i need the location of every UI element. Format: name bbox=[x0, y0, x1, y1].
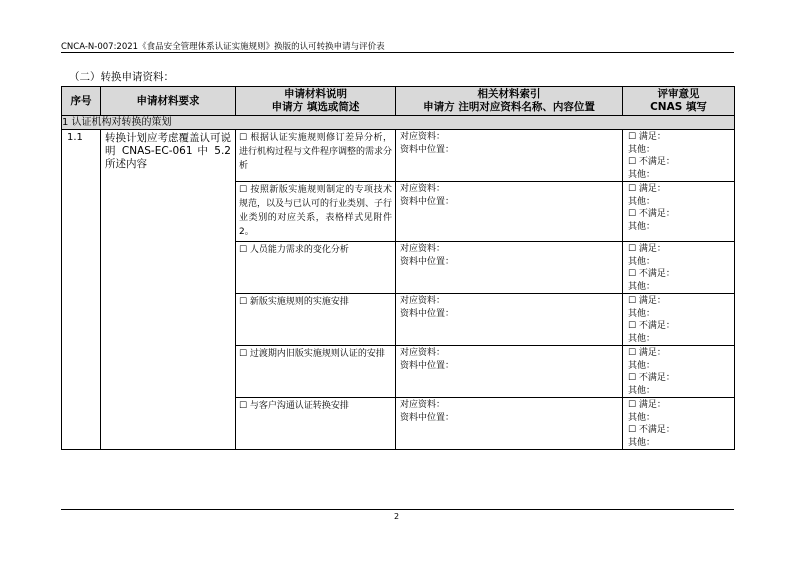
page-number: 2 bbox=[393, 512, 400, 521]
ref-pos-label: 资料中位置： bbox=[400, 412, 455, 423]
header-reference bbox=[396, 87, 623, 116]
item-seq: 1.1 bbox=[62, 130, 101, 450]
ref-pos-label: 资料中位置： bbox=[400, 360, 455, 371]
other-label: 其他： bbox=[628, 333, 656, 344]
item-requirement: 转换计划应考虑覆盖认可说明 CNAS-EC-061 中 5.2 所述内容 bbox=[101, 130, 236, 450]
header-description bbox=[236, 87, 396, 116]
ref-pos-label: 资料中位置： bbox=[400, 308, 455, 319]
satisfied-checkbox[interactable]: ☐ 满足： bbox=[628, 296, 666, 306]
satisfied-checkbox[interactable]: ☐ 满足： bbox=[628, 244, 666, 254]
header-divider bbox=[61, 52, 734, 53]
row-reference bbox=[396, 130, 623, 182]
row-review bbox=[623, 294, 735, 346]
table-header-row bbox=[62, 87, 735, 116]
table-row bbox=[62, 130, 735, 182]
other-label: 其他： bbox=[628, 221, 656, 232]
not-satisfied-checkbox[interactable]: ☐ 不满足： bbox=[628, 373, 675, 383]
row-description: ☐ 根据认证实施规则修订差异分析，进行机构过程与文件程序调整的需求分析 bbox=[236, 130, 396, 182]
group-row bbox=[62, 116, 735, 130]
row-description: ☐ 新版实施规则的实施安排 bbox=[236, 294, 396, 346]
not-satisfied-checkbox[interactable]: ☐ 不满足： bbox=[628, 321, 675, 331]
header-reference-line2: 申请方 注明对应资料名称、内容位置 bbox=[423, 101, 595, 113]
header-requirement: 申请材料要求 bbox=[101, 87, 236, 116]
ref-doc-label: 对应资料： bbox=[400, 348, 446, 358]
row-reference bbox=[396, 294, 623, 346]
footer-divider bbox=[61, 509, 734, 510]
row-review bbox=[623, 130, 735, 182]
other-label: 其他： bbox=[628, 308, 656, 319]
document-header: CNCA-N-007:2021《食品安全管理体系认证实施规则》换版的认可转换申请与评价表 bbox=[61, 42, 385, 52]
other-label: 其他： bbox=[628, 256, 656, 267]
other-label: 其他： bbox=[628, 196, 656, 207]
ref-doc-label: 对应资料： bbox=[400, 132, 446, 142]
row-reference bbox=[396, 182, 623, 242]
ref-pos-label: 资料中位置： bbox=[400, 256, 455, 267]
ref-doc-label: 对应资料： bbox=[400, 184, 446, 194]
header-description-line1: 申请材料说明 bbox=[284, 88, 347, 100]
row-description: ☐ 人员能力需求的变化分析 bbox=[236, 242, 396, 294]
header-review-line2: CNAS 填写 bbox=[650, 101, 707, 113]
ref-doc-label: 对应资料： bbox=[400, 296, 446, 306]
application-table bbox=[61, 86, 735, 450]
row-review bbox=[623, 182, 735, 242]
ref-doc-label: 对应资料： bbox=[400, 244, 446, 254]
other-label: 其他： bbox=[628, 385, 656, 396]
header-review bbox=[623, 87, 735, 116]
row-review bbox=[623, 346, 735, 398]
row-description: ☐ 按照新版实施规则制定的专项技术规范，以及与已认可的行业类别、子行业类别的对应关系，表格样式见附件 2。 bbox=[236, 182, 396, 242]
header-review-line1: 评审意见 bbox=[657, 88, 700, 100]
other-label: 其他： bbox=[628, 169, 656, 180]
not-satisfied-checkbox[interactable]: ☐ 不满足： bbox=[628, 209, 675, 219]
header-seq: 序号 bbox=[62, 87, 101, 116]
other-label: 其他： bbox=[628, 360, 656, 371]
section-title: （二）转换申请资料： bbox=[69, 71, 174, 83]
other-label: 其他： bbox=[628, 281, 656, 292]
row-reference bbox=[396, 242, 623, 294]
other-label: 其他： bbox=[628, 144, 656, 155]
ref-doc-label: 对应资料： bbox=[400, 400, 446, 410]
ref-pos-label: 资料中位置： bbox=[400, 144, 455, 155]
satisfied-checkbox[interactable]: ☐ 满足： bbox=[628, 400, 666, 410]
header-description-line2: 申请方 填选或简述 bbox=[271, 101, 360, 113]
row-review bbox=[623, 398, 735, 450]
row-reference bbox=[396, 346, 623, 398]
ref-pos-label: 资料中位置： bbox=[400, 196, 455, 207]
other-label: 其他： bbox=[628, 437, 656, 448]
row-description: ☐ 过渡期内旧版实施规则认证的安排 bbox=[236, 346, 396, 398]
not-satisfied-checkbox[interactable]: ☐ 不满足： bbox=[628, 425, 675, 435]
satisfied-checkbox[interactable]: ☐ 满足： bbox=[628, 348, 666, 358]
not-satisfied-checkbox[interactable]: ☐ 不满足： bbox=[628, 157, 675, 167]
row-review bbox=[623, 242, 735, 294]
header-reference-line1: 相关材料索引 bbox=[477, 88, 541, 100]
row-description: ☐ 与客户沟通认证转换安排 bbox=[236, 398, 396, 450]
satisfied-checkbox[interactable]: ☐ 满足： bbox=[628, 132, 666, 142]
row-reference bbox=[396, 398, 623, 450]
group-title: 1 认证机构对转换的策划 bbox=[62, 116, 735, 130]
not-satisfied-checkbox[interactable]: ☐ 不满足： bbox=[628, 269, 675, 279]
other-label: 其他： bbox=[628, 412, 656, 423]
satisfied-checkbox[interactable]: ☐ 满足： bbox=[628, 184, 666, 194]
